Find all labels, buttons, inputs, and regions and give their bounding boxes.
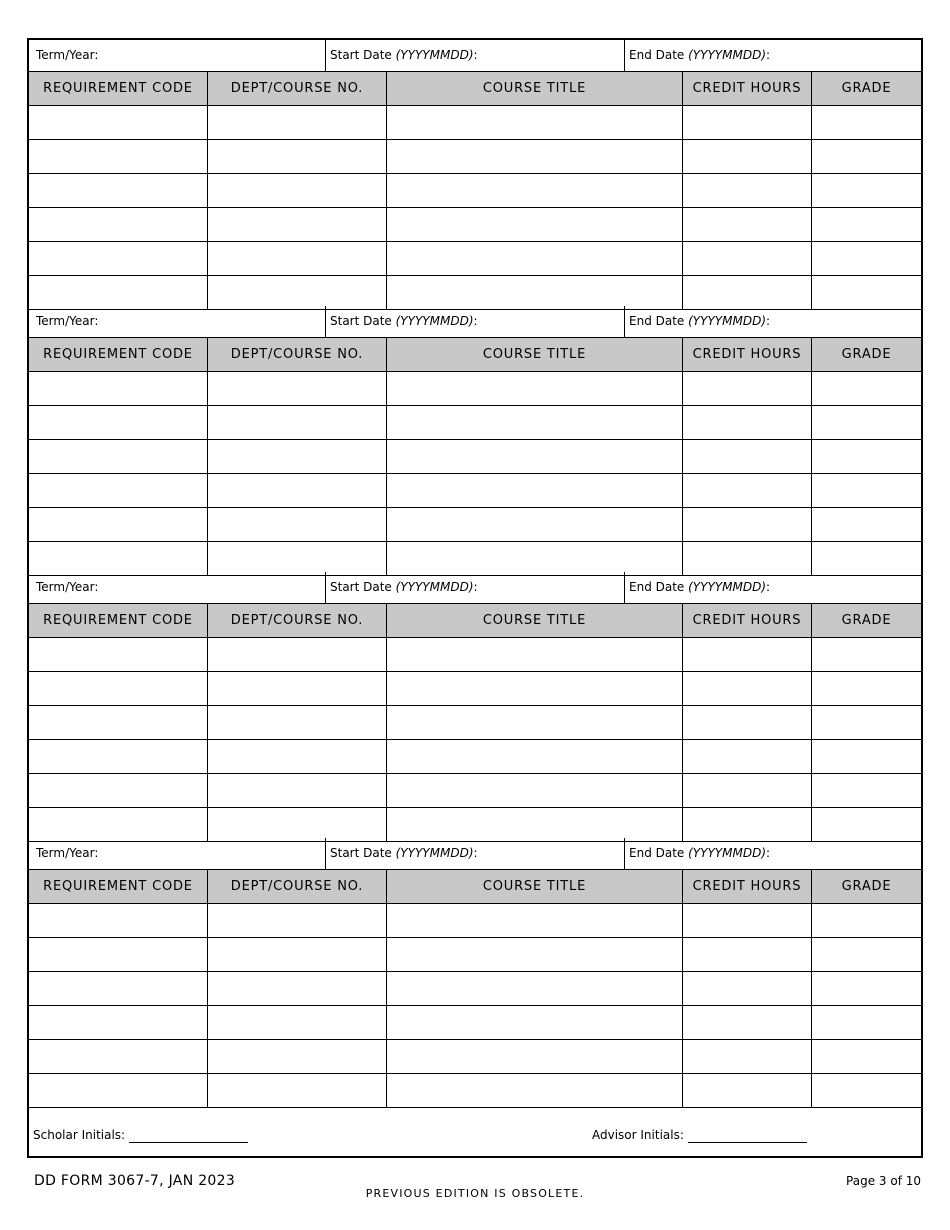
course-title-cell[interactable]	[387, 474, 683, 507]
requirement-code-cell[interactable]	[29, 542, 208, 575]
table-row	[29, 372, 921, 406]
requirement-code-header: REQUIREMENT CODE	[29, 870, 208, 903]
grade-cell[interactable]	[812, 706, 921, 739]
dept-course-no-header: DEPT/COURSE NO.	[208, 338, 387, 371]
credit-hours-cell[interactable]	[683, 774, 812, 807]
course-title-header: COURSE TITLE	[387, 72, 683, 105]
grade-cell[interactable]	[812, 1074, 921, 1107]
table-row	[29, 242, 921, 276]
grade-cell[interactable]	[812, 440, 921, 473]
credit-hours-cell[interactable]	[683, 174, 812, 207]
dept-course-no-cell[interactable]	[208, 904, 387, 937]
credit-hours-cell[interactable]	[683, 740, 812, 773]
requirement-code-cell[interactable]	[29, 276, 208, 309]
dept-course-no-cell[interactable]	[208, 774, 387, 807]
credit-hours-cell[interactable]	[683, 808, 812, 841]
grade-cell[interactable]	[812, 174, 921, 207]
table-row	[29, 406, 921, 440]
grade-cell[interactable]	[812, 106, 921, 139]
dept-course-no-cell[interactable]	[208, 372, 387, 405]
table-row	[29, 1074, 921, 1108]
course-title-cell[interactable]	[387, 208, 683, 241]
requirement-code-header: REQUIREMENT CODE	[29, 338, 208, 371]
requirement-code-cell[interactable]	[29, 106, 208, 139]
term-year-label: Term/Year:	[36, 48, 99, 62]
end-date-label: End Date	[629, 314, 689, 328]
course-title-cell[interactable]	[387, 542, 683, 575]
advisor-initials-field[interactable]	[688, 1142, 807, 1143]
grade-header: GRADE	[841, 81, 892, 96]
term-info-row	[29, 572, 921, 604]
grade-cell[interactable]	[812, 242, 921, 275]
end-date-colon: :	[766, 846, 771, 860]
requirement-code-cell[interactable]	[29, 706, 208, 739]
term-section	[29, 572, 921, 838]
end-date-colon: :	[766, 580, 771, 594]
requirement-code-cell[interactable]	[29, 1074, 208, 1107]
grade-cell[interactable]	[812, 1040, 921, 1073]
course-title-header: COURSE TITLE	[387, 338, 683, 371]
term-year-field[interactable]	[29, 838, 326, 869]
initials-row	[29, 1104, 921, 1158]
start-date-label: Start Date	[330, 846, 396, 860]
course-record-form	[27, 38, 923, 1158]
course-title-cell[interactable]	[387, 174, 683, 207]
obsolete-notice: PREVIOUS EDITION IS OBSOLETE.	[365, 1187, 585, 1200]
dept-course-no-cell[interactable]	[208, 706, 387, 739]
dept-course-no-cell[interactable]	[208, 672, 387, 705]
column-header-row	[29, 604, 921, 638]
requirement-code-cell[interactable]	[29, 406, 208, 439]
start-date-label: Start Date	[330, 48, 396, 62]
start-date-colon: :	[473, 314, 478, 328]
end-date-field[interactable]	[625, 306, 921, 337]
term-year-field[interactable]	[29, 572, 326, 603]
table-row	[29, 904, 921, 938]
table-row	[29, 508, 921, 542]
credit-hours-cell[interactable]	[683, 638, 812, 671]
dept-course-no-header: DEPT/COURSE NO.	[208, 870, 387, 903]
requirement-code-header: REQUIREMENT CODE	[29, 72, 208, 105]
grade-cell[interactable]	[812, 208, 921, 241]
dept-course-no-cell[interactable]	[208, 1074, 387, 1107]
dept-course-no-cell[interactable]	[208, 140, 387, 173]
grade-cell[interactable]	[812, 140, 921, 173]
course-title-cell[interactable]	[387, 938, 683, 971]
grade-cell[interactable]	[812, 1006, 921, 1039]
table-row	[29, 972, 921, 1006]
end-date-colon: :	[766, 48, 771, 62]
requirement-code-cell[interactable]	[29, 242, 208, 275]
requirement-code-cell[interactable]	[29, 938, 208, 971]
start-date-format: (YYYYMMDD)	[395, 846, 474, 860]
end-date-label: End Date	[629, 580, 689, 594]
credit-hours-cell[interactable]	[683, 474, 812, 507]
form-identifier: DD FORM 3067-7, JAN 2023	[34, 1173, 236, 1189]
term-info-row	[29, 306, 921, 338]
credit-hours-header: CREDIT HOURS	[683, 870, 812, 903]
credit-hours-cell[interactable]	[683, 706, 812, 739]
dept-course-no-cell[interactable]	[208, 440, 387, 473]
start-date-label: Start Date	[330, 580, 396, 594]
requirement-code-cell[interactable]	[29, 440, 208, 473]
end-date-format: (YYYYMMDD)	[688, 580, 766, 594]
credit-hours-header: CREDIT HOURS	[683, 72, 812, 105]
advisor-initials-label: Advisor Initials:	[592, 1128, 684, 1142]
table-row	[29, 774, 921, 808]
course-title-cell[interactable]	[387, 808, 683, 841]
table-row	[29, 706, 921, 740]
start-date-field[interactable]	[326, 40, 625, 71]
credit-hours-cell[interactable]	[683, 938, 812, 971]
column-header-row	[29, 72, 921, 106]
grade-cell[interactable]	[812, 774, 921, 807]
credit-hours-cell[interactable]	[683, 406, 812, 439]
term-section	[29, 40, 921, 306]
credit-hours-cell[interactable]	[683, 106, 812, 139]
column-header-row	[29, 338, 921, 372]
grade-header: GRADE	[841, 879, 892, 894]
end-date-format: (YYYYMMDD)	[688, 314, 766, 328]
dept-course-no-cell[interactable]	[208, 474, 387, 507]
course-title-cell[interactable]	[387, 140, 683, 173]
requirement-code-cell[interactable]	[29, 140, 208, 173]
requirement-code-cell[interactable]	[29, 904, 208, 937]
grade-cell[interactable]	[812, 276, 921, 309]
start-date-format: (YYYYMMDD)	[395, 48, 474, 62]
course-title-cell[interactable]	[387, 276, 683, 309]
course-title-cell[interactable]	[387, 774, 683, 807]
credit-hours-cell[interactable]	[683, 242, 812, 275]
course-title-header: COURSE TITLE	[387, 870, 683, 903]
course-title-cell[interactable]	[387, 740, 683, 773]
credit-hours-cell[interactable]	[683, 542, 812, 575]
dept-course-no-cell[interactable]	[208, 638, 387, 671]
requirement-code-cell[interactable]	[29, 474, 208, 507]
term-year-label: Term/Year:	[36, 314, 99, 328]
start-date-field[interactable]	[326, 838, 625, 869]
requirement-code-cell[interactable]	[29, 372, 208, 405]
grade-cell[interactable]	[812, 672, 921, 705]
dept-course-no-cell[interactable]	[208, 276, 387, 309]
table-row	[29, 276, 921, 310]
credit-hours-cell[interactable]	[683, 508, 812, 541]
course-title-cell[interactable]	[387, 904, 683, 937]
term-year-field[interactable]	[29, 40, 326, 71]
table-row	[29, 474, 921, 508]
dept-course-no-header: DEPT/COURSE NO.	[208, 72, 387, 105]
table-row	[29, 638, 921, 672]
table-row	[29, 740, 921, 774]
table-row	[29, 1040, 921, 1074]
end-date-field[interactable]	[625, 838, 921, 869]
course-title-cell[interactable]	[387, 406, 683, 439]
start-date-field[interactable]	[326, 572, 625, 603]
credit-hours-cell[interactable]	[683, 904, 812, 937]
table-row	[29, 672, 921, 706]
course-title-cell[interactable]	[387, 1074, 683, 1107]
credit-hours-cell[interactable]	[683, 972, 812, 1005]
term-info-row	[29, 838, 921, 870]
table-row	[29, 808, 921, 842]
dept-course-no-cell[interactable]	[208, 174, 387, 207]
end-date-format: (YYYYMMDD)	[688, 48, 766, 62]
start-date-label: Start Date	[330, 314, 396, 328]
credit-hours-cell[interactable]	[683, 208, 812, 241]
end-date-colon: :	[766, 314, 771, 328]
table-row	[29, 208, 921, 242]
start-date-format: (YYYYMMDD)	[395, 580, 474, 594]
dept-course-no-cell[interactable]	[208, 106, 387, 139]
start-date-field[interactable]	[326, 306, 625, 337]
credit-hours-cell[interactable]	[683, 672, 812, 705]
course-title-cell[interactable]	[387, 672, 683, 705]
dept-course-no-cell[interactable]	[208, 972, 387, 1005]
end-date-field[interactable]	[625, 572, 921, 603]
term-info-row	[29, 40, 921, 72]
page-number: Page 3 of 10	[846, 1174, 921, 1188]
dept-course-no-cell[interactable]	[208, 242, 387, 275]
column-header-row	[29, 870, 921, 904]
grade-cell[interactable]	[812, 808, 921, 841]
start-date-format: (YYYYMMDD)	[395, 314, 474, 328]
credit-hours-cell[interactable]	[683, 276, 812, 309]
table-row	[29, 440, 921, 474]
credit-hours-cell[interactable]	[683, 440, 812, 473]
end-date-field[interactable]	[625, 40, 921, 71]
credit-hours-cell[interactable]	[683, 140, 812, 173]
course-title-cell[interactable]	[387, 1040, 683, 1073]
requirement-code-cell[interactable]	[29, 508, 208, 541]
grade-cell[interactable]	[812, 972, 921, 1005]
term-year-label: Term/Year:	[36, 580, 99, 594]
dept-course-no-cell[interactable]	[208, 208, 387, 241]
course-title-cell[interactable]	[387, 372, 683, 405]
scholar-initials-label: Scholar Initials:	[33, 1128, 126, 1142]
scholar-initials-field[interactable]	[129, 1142, 248, 1143]
requirement-code-cell[interactable]	[29, 208, 208, 241]
requirement-code-cell[interactable]	[29, 774, 208, 807]
grade-cell[interactable]	[812, 474, 921, 507]
course-title-cell[interactable]	[387, 242, 683, 275]
dept-course-no-header: DEPT/COURSE NO.	[208, 604, 387, 637]
grade-cell[interactable]	[812, 740, 921, 773]
grade-cell[interactable]	[812, 372, 921, 405]
start-date-colon: :	[473, 48, 478, 62]
end-date-format: (YYYYMMDD)	[688, 846, 766, 860]
grade-cell[interactable]	[812, 508, 921, 541]
term-section	[29, 838, 921, 1104]
dept-course-no-cell[interactable]	[208, 406, 387, 439]
dept-course-no-cell[interactable]	[208, 1006, 387, 1039]
course-title-cell[interactable]	[387, 1006, 683, 1039]
credit-hours-cell[interactable]	[683, 372, 812, 405]
requirement-code-cell[interactable]	[29, 808, 208, 841]
grade-cell[interactable]	[812, 938, 921, 971]
table-row	[29, 1006, 921, 1040]
start-date-colon: :	[473, 580, 478, 594]
credit-hours-cell[interactable]	[683, 1074, 812, 1107]
table-row	[29, 542, 921, 576]
dept-course-no-cell[interactable]	[208, 542, 387, 575]
credit-hours-header: CREDIT HOURS	[683, 338, 812, 371]
requirement-code-cell[interactable]	[29, 1040, 208, 1073]
table-row	[29, 938, 921, 972]
course-title-cell[interactable]	[387, 972, 683, 1005]
grade-cell[interactable]	[812, 542, 921, 575]
start-date-colon: :	[473, 846, 478, 860]
grade-header: GRADE	[841, 613, 892, 628]
dept-course-no-cell[interactable]	[208, 1040, 387, 1073]
course-title-cell[interactable]	[387, 106, 683, 139]
term-section	[29, 306, 921, 572]
table-row	[29, 140, 921, 174]
requirement-code-cell[interactable]	[29, 174, 208, 207]
dept-course-no-cell[interactable]	[208, 508, 387, 541]
requirement-code-cell[interactable]	[29, 1006, 208, 1039]
credit-hours-cell[interactable]	[683, 1006, 812, 1039]
course-title-cell[interactable]	[387, 706, 683, 739]
credit-hours-header: CREDIT HOURS	[683, 604, 812, 637]
term-year-label: Term/Year:	[36, 846, 99, 860]
dept-course-no-cell[interactable]	[208, 740, 387, 773]
grade-header: GRADE	[841, 347, 892, 362]
table-row	[29, 174, 921, 208]
end-date-label: End Date	[629, 48, 689, 62]
requirement-code-cell[interactable]	[29, 638, 208, 671]
end-date-label: End Date	[629, 846, 689, 860]
course-title-header: COURSE TITLE	[387, 604, 683, 637]
table-row	[29, 106, 921, 140]
requirement-code-cell[interactable]	[29, 740, 208, 773]
course-title-cell[interactable]	[387, 440, 683, 473]
requirement-code-cell[interactable]	[29, 672, 208, 705]
grade-cell[interactable]	[812, 638, 921, 671]
grade-cell[interactable]	[812, 904, 921, 937]
dept-course-no-cell[interactable]	[208, 808, 387, 841]
credit-hours-cell[interactable]	[683, 1040, 812, 1073]
requirement-code-header: REQUIREMENT CODE	[29, 604, 208, 637]
course-title-cell[interactable]	[387, 638, 683, 671]
term-year-field[interactable]	[29, 306, 326, 337]
grade-cell[interactable]	[812, 406, 921, 439]
course-title-cell[interactable]	[387, 508, 683, 541]
requirement-code-cell[interactable]	[29, 972, 208, 1005]
dept-course-no-cell[interactable]	[208, 938, 387, 971]
